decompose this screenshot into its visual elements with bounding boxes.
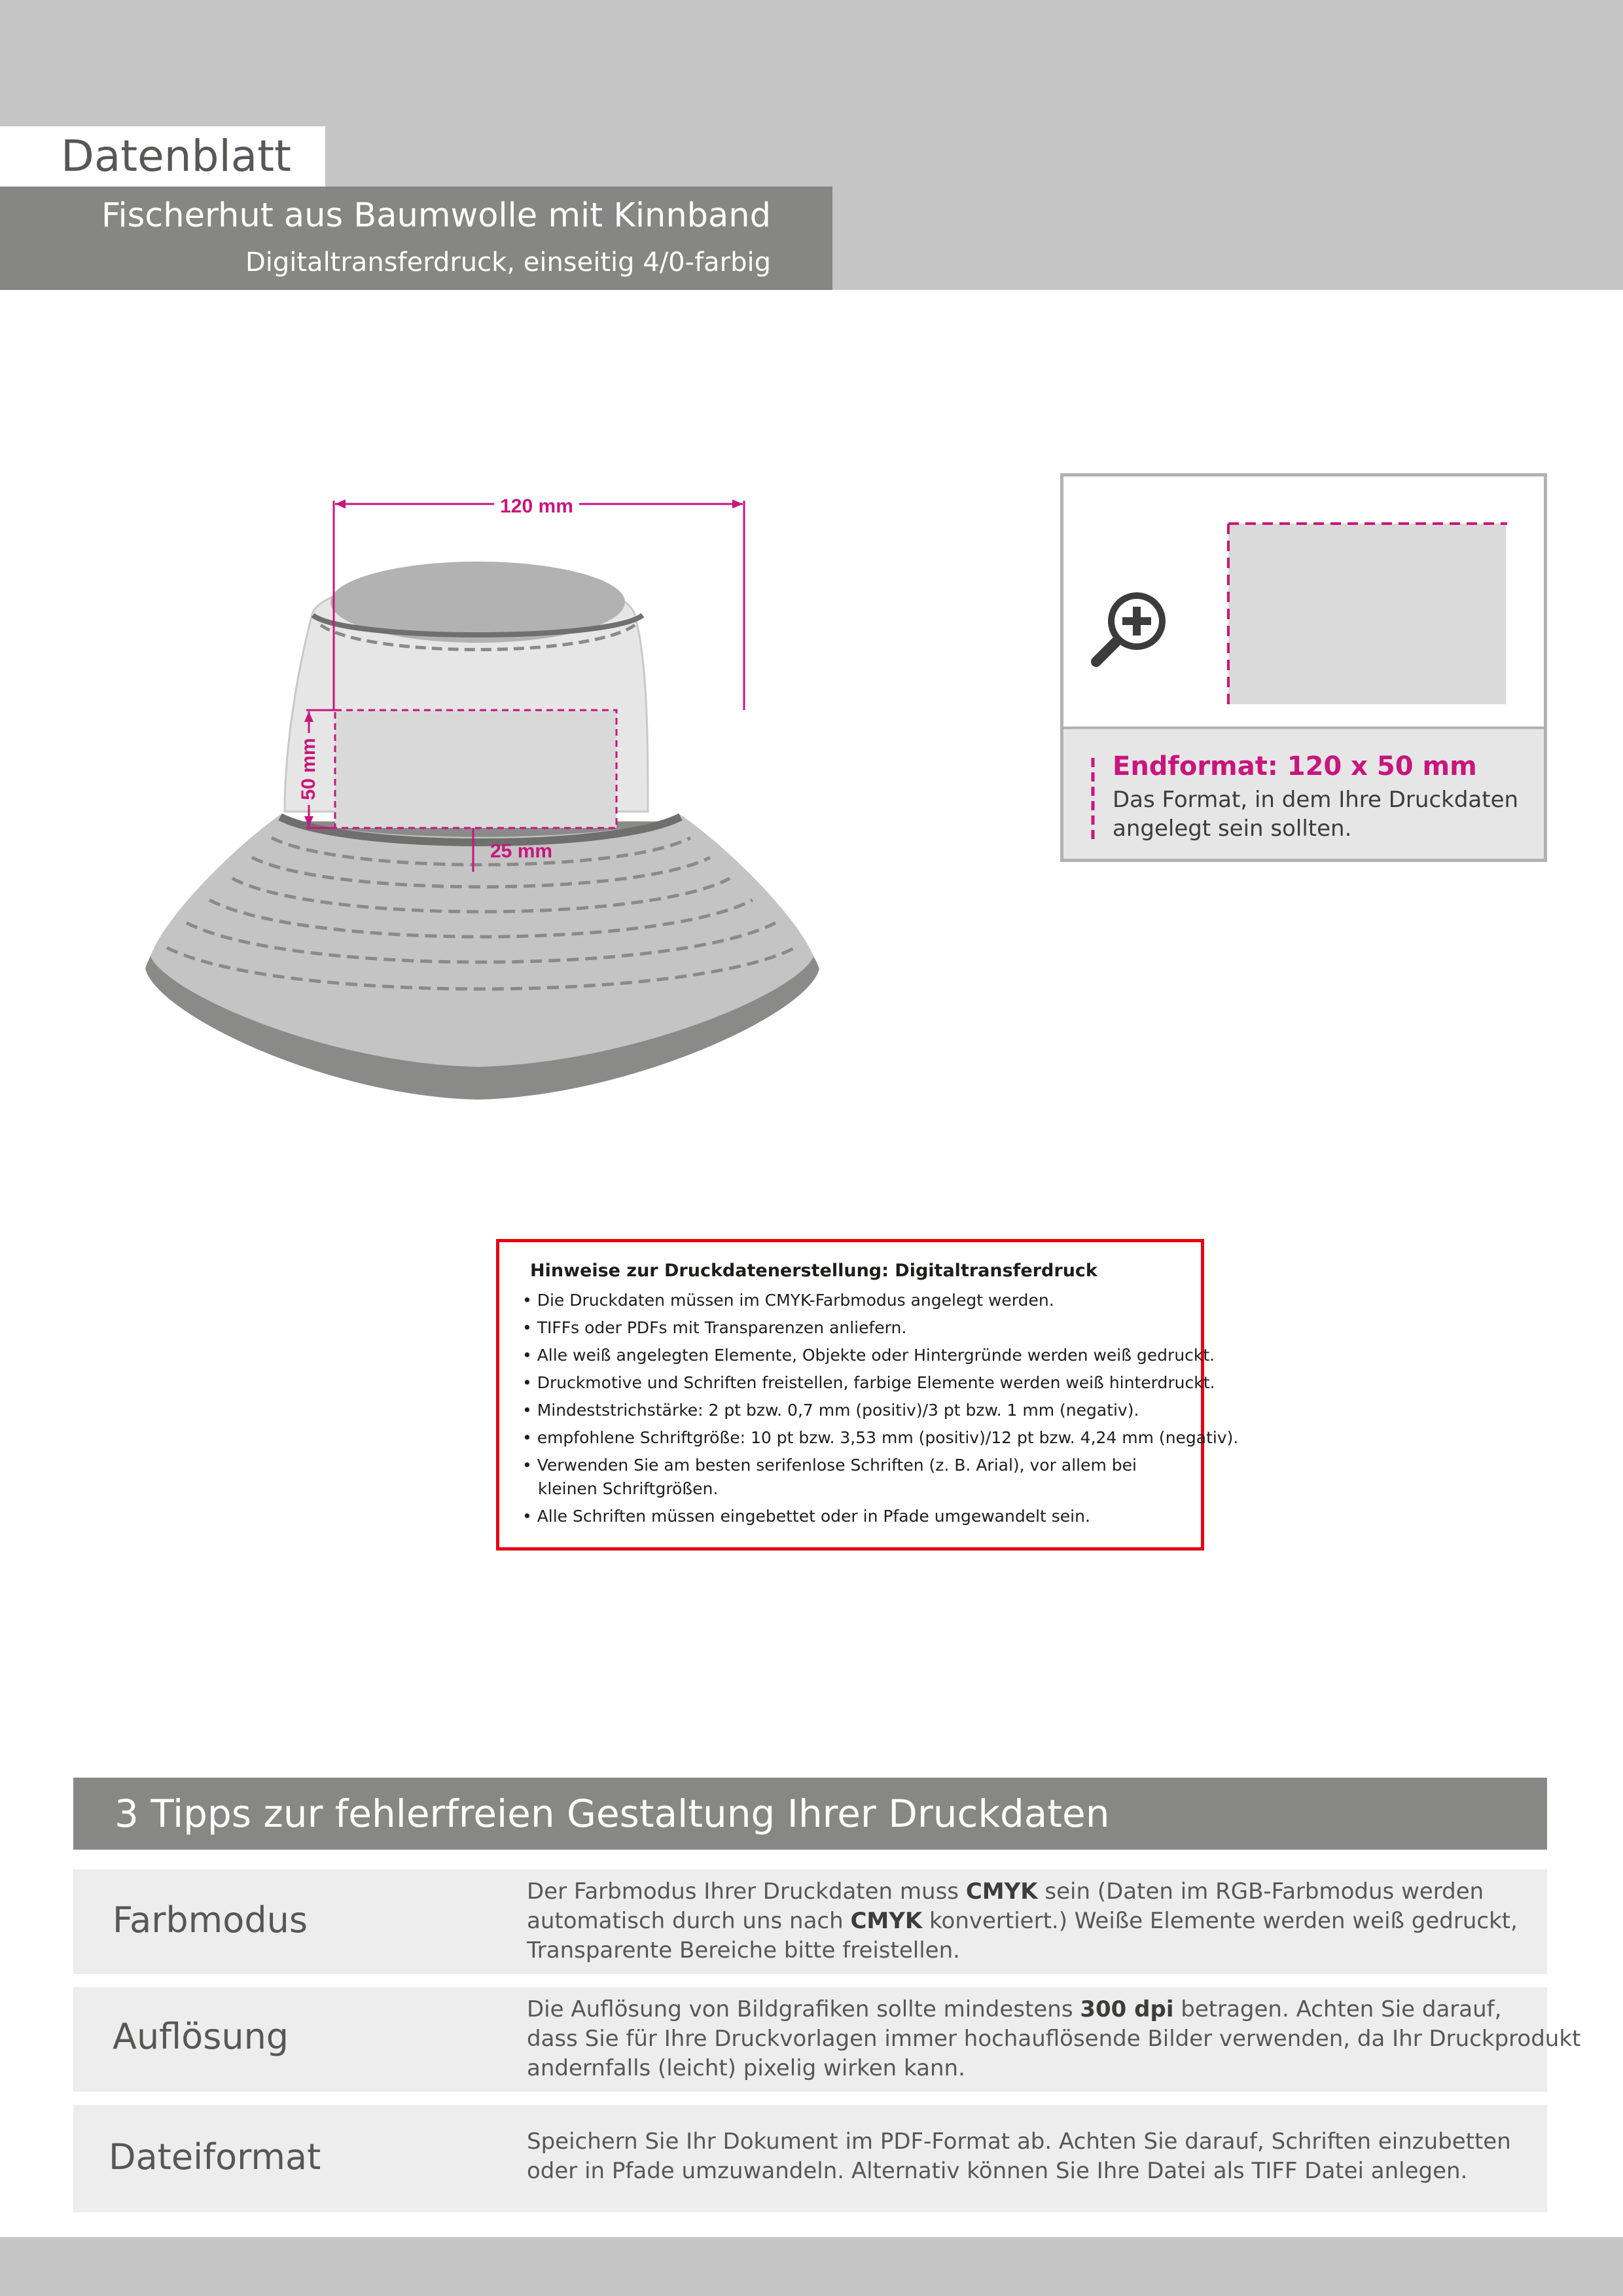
height-label: 50 mm	[298, 738, 319, 800]
tip-text: oder in Pfade umzuwandeln. Alternativ können Sie Ihre Datei als TIFF Datei anlegen.	[527, 2158, 1468, 2184]
format-title: Endformat: 120 x 50 mm	[1113, 751, 1477, 781]
format-accent-line	[1090, 758, 1096, 844]
tip-text: Transparente Bereiche bitte freistellen.	[527, 1937, 960, 1964]
page-title: Datenblatt	[61, 131, 292, 181]
note-item: kleinen Schriftgrößen.	[522, 1479, 719, 1498]
zoom-plus-icon	[1090, 584, 1175, 670]
print-area	[335, 710, 616, 828]
tip-text: Der Farbmodus Ihrer Druckdaten muss CMYK sein (Daten im RGB-Farbmodus werden	[527, 1878, 1484, 1905]
offset-label: 25 mm	[490, 840, 553, 862]
note-item: • Alle Schriften müssen eingebettet oder in Pfade umgewandelt sein.	[522, 1507, 1090, 1526]
note-item: • TIFFs oder PDFs mit Transparenzen anliefern.	[522, 1318, 907, 1337]
note-item: • Druckmotive und Schriften freistellen, farbige Elemente werden weiß hinterdruckt.	[522, 1373, 1215, 1392]
tips-title: 3 Tipps zur fehlerfreien Gestaltung Ihrer Druckdaten	[115, 1791, 1110, 1836]
tip-text: dass Sie für Ihre Druckvorlagen immer hochauflösende Bilder verwenden, da Ihr Druckprodukt	[527, 2026, 1581, 2052]
product-name: Fischerhut aus Baumwolle mit Kinnband	[101, 196, 771, 235]
zoom-print-area-outline	[1227, 522, 1507, 706]
tip-text: automatisch durch uns nach CMYK konvertiert.) Weiße Elemente werden weiß gedruckt,	[527, 1908, 1518, 1934]
footer-band	[0, 2237, 1623, 2296]
notes-title: Hinweise zur Druckdatenerstellung: Digitaltransferdruck	[530, 1261, 1097, 1281]
tip-text: Speichern Sie Ihr Dokument im PDF-Format ab. Achten Sie darauf, Schriften einzubetten	[527, 2128, 1511, 2155]
tip-text: andernfalls (leicht) pixelig wirken kann.	[527, 2055, 965, 2081]
note-item: • Mindeststrichstärke: 2 pt bzw. 0,7 mm (positiv)/3 pt bzw. 1 mm (negativ).	[522, 1401, 1139, 1420]
format-description: Das Format, in dem Ihre Druckdaten	[1113, 787, 1519, 813]
note-item: • empfohlene Schriftgröße: 10 pt bzw. 3,53 mm (positiv)/12 pt bzw. 4,24 mm (negativ).	[522, 1428, 1239, 1447]
tip-label: Dateiformat	[109, 2136, 321, 2178]
note-item: • Verwenden Sie am besten serifenlose Schriften (z. B. Arial), vor allem bei	[522, 1456, 1137, 1475]
format-description: angelegt sein sollten.	[1113, 816, 1352, 842]
note-item: • Alle weiß angelegten Elemente, Objekte oder Hintergründe werden weiß gedruckt.	[522, 1346, 1215, 1365]
tip-text: Die Auflösung von Bildgrafiken sollte mindestens 300 dpi betragen. Achten Sie darauf,	[527, 1996, 1502, 2022]
hat-diagram	[131, 471, 955, 1126]
print-method: Digitaltransferdruck, einseitig 4/0-farbig	[245, 247, 771, 278]
tip-label: Auflösung	[113, 2016, 289, 2057]
note-item: • Die Druckdaten müssen im CMYK-Farbmodus angelegt werden.	[522, 1291, 1054, 1310]
tip-label: Farbmodus	[113, 1899, 308, 1941]
width-label: 120 mm	[500, 495, 573, 517]
print-notes-box	[496, 1239, 1204, 1551]
